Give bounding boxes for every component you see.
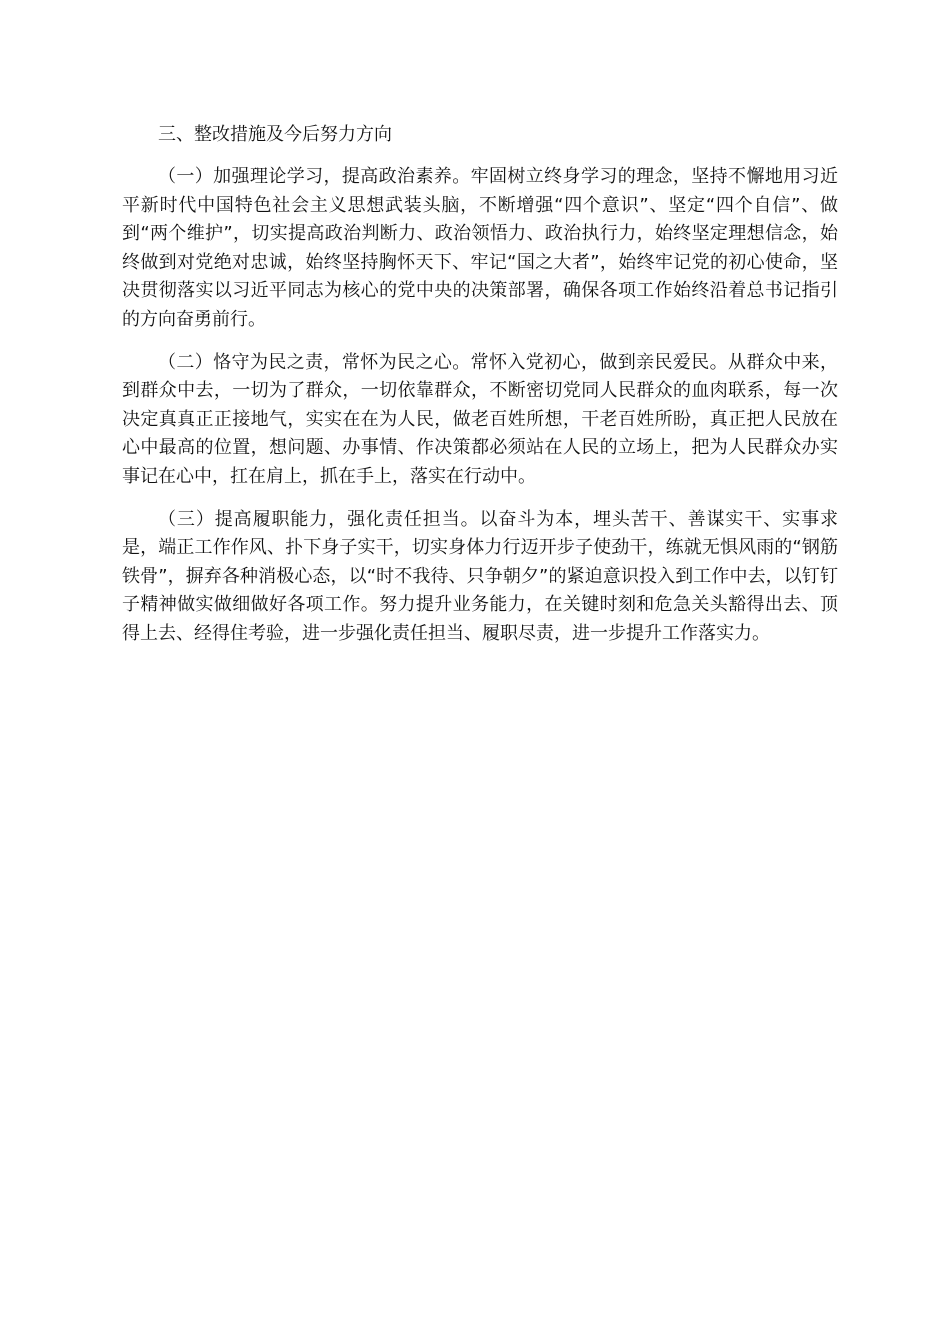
paragraph-2: （二）恪守为民之责，常怀为民之心。常怀入党初心，做到亲民爱民。从群众中来，到群众中去，一切为了群众，一切依靠群众，不断密切党同人民群众的血肉联系，每一次决定真真正正接地气，实实在在为人民，做老百姓所想，干老百姓所盼，真正把人民放在心中最高的位置，想问题、办事情、作决策都必须站在人民的立场上，把为人民群众办实事记在心中，扛在肩上，抓在手上，落实在行动中。 [122, 351, 838, 487]
paragraph-1: （一）加强理论学习，提高政治素养。牢固树立终身学习的理念，坚持不懈地用习近平新时代中国特色社会主义思想武装头脑，不断增强“四个意识”、坚定“四个自信”、做到“两个维护”，切实提高政治判断力、政治领悟力、政治执行力，始终坚定理想信念，始终做到对党绝对忠诚，始终坚持胸怀天下、牢记“国之大者”，始终牢记党的初心使命，坚决贯彻落实以习近平同志为核心的党中央的决策部署，确保各项工作始终沿着总书记指引的方向奋勇前行。 [122, 166, 838, 330]
section-heading: 三、整改措施及今后努力方向 [158, 124, 392, 145]
paragraph-3: （三）提高履职能力，强化责任担当。以奋斗为本，埋头苦干、善谋实干、实事求是，端正工作作风、扑下身子实干，切实身体力行迈开步子使劲干，练就无惧风雨的“钢筋铁骨”，摒弃各种消极心态，以“时不我待、只争朝夕”的紧迫意识投入到工作中去，以钉钉子精神做实做细做好各项工作。努力提升业务能力，在关键时刻和危急关头豁得出去、顶得上去、经得住考验，进一步强化责任担当、履职尽责，进一步提升工作落实力。 [122, 508, 838, 644]
document-body [122, 121, 838, 663]
